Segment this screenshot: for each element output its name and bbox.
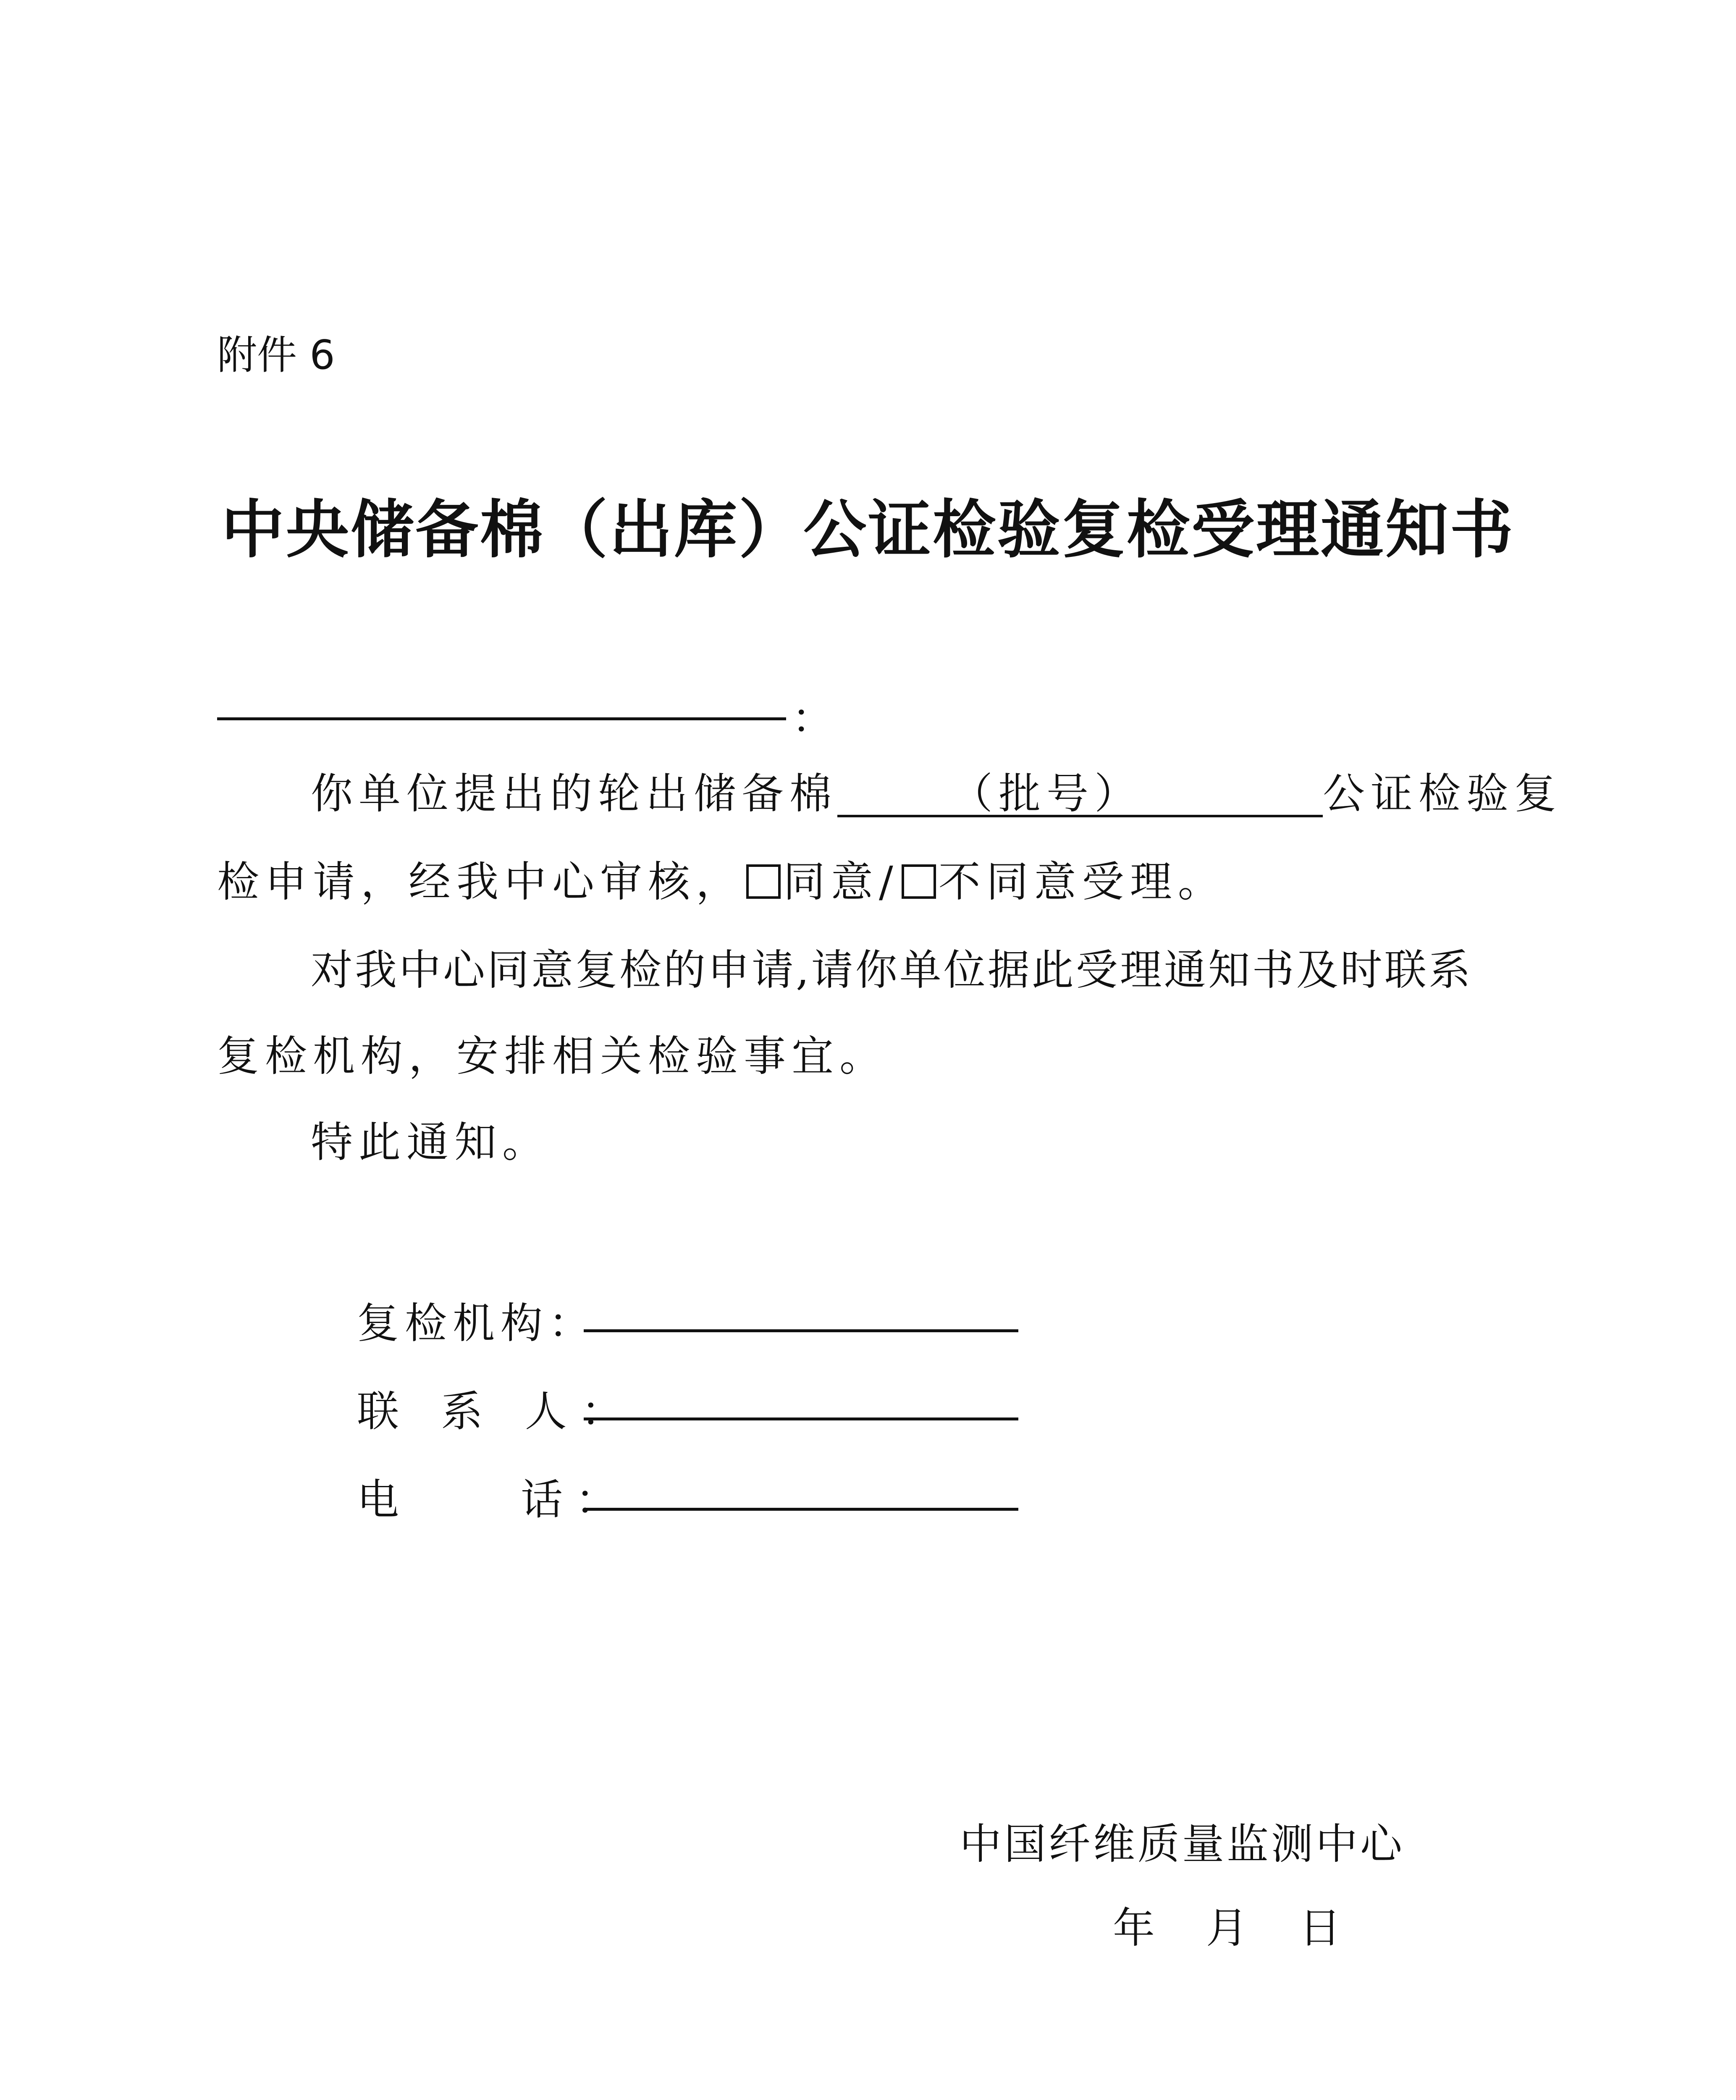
paragraph-3: 特此通知。 [311, 1118, 550, 1167]
institution-label: 复检机构： [357, 1299, 596, 1348]
paragraph-1-line-1 [311, 769, 1562, 818]
institution-field[interactable] [584, 1329, 1018, 1332]
issuing-organization: 中国纤维质量监测中心 [960, 1819, 1405, 1869]
paragraph-1-line-2 [217, 857, 1226, 906]
paragraph-2-line-2: 复检机构，安排相关检验事宜。 [217, 1032, 887, 1081]
phone-field[interactable] [584, 1508, 1018, 1511]
contact-field[interactable] [584, 1418, 1018, 1420]
attachment-label: 附件 6 [217, 332, 335, 378]
para1-text-before: 你单位提出的轮出储备棉 [311, 769, 837, 818]
batch-number-blank[interactable] [837, 769, 1323, 818]
para1-line2-start: 检申请，经我中心审核， [217, 857, 744, 906]
disagree-label: 不同意受理。 [938, 857, 1226, 906]
agree-checkbox[interactable] [746, 864, 781, 899]
recipient-colon: ： [792, 694, 834, 743]
document-title: 中央储备棉（出库）公证检验复检受理通知书 [221, 493, 1515, 567]
phone-label: 电 话： [357, 1475, 630, 1524]
signature-date: 年 月 日 [1113, 1903, 1341, 1953]
recipient-blank[interactable] [217, 717, 786, 720]
paragraph-2-line-1: 对我中心同意复检的申请,请你单位据此受理通知书及时联系 [311, 945, 1473, 995]
batch-number-hint: （批号） [951, 769, 1142, 818]
disagree-checkbox[interactable] [902, 864, 936, 899]
agree-label: 同意/ [783, 857, 899, 906]
para1-text-after: 公证检验复 [1323, 769, 1562, 818]
contact-label: 联 系 人： [357, 1387, 637, 1436]
